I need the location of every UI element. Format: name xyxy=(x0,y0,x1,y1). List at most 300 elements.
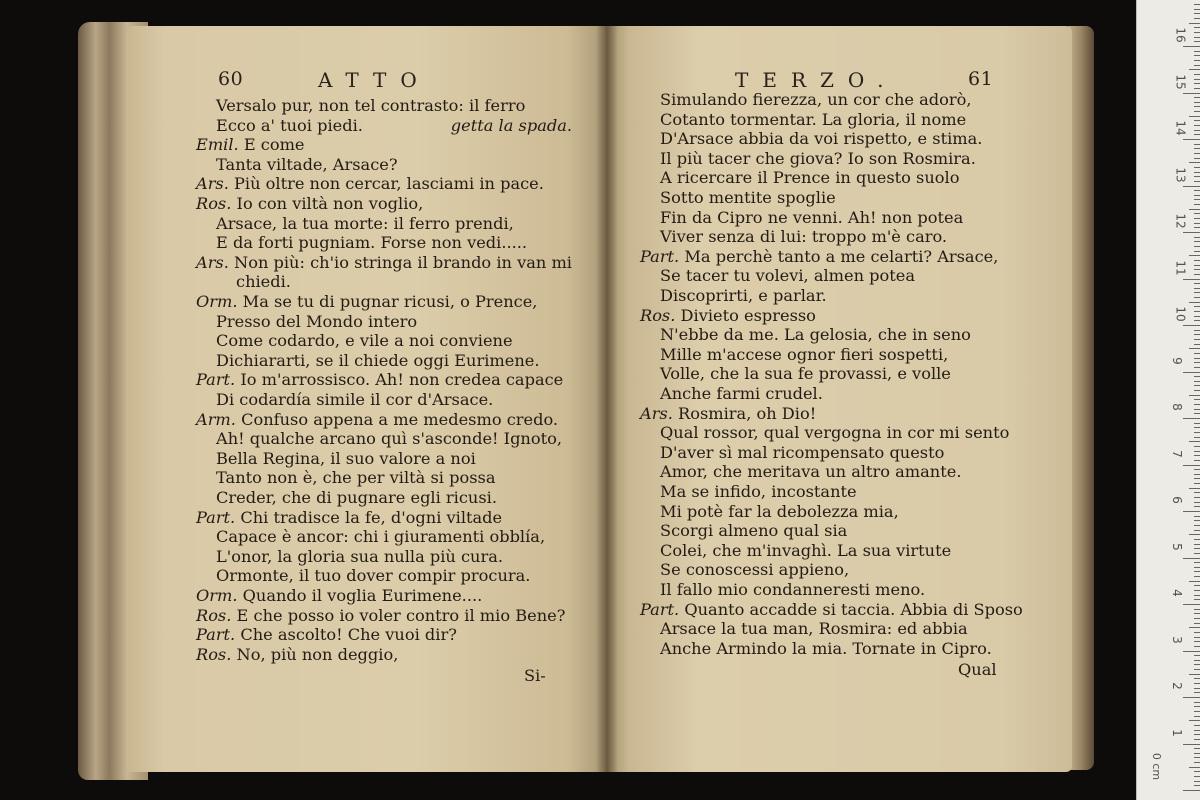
ruler-tick xyxy=(1189,767,1200,768)
ruler-tick xyxy=(1194,516,1200,517)
ruler-tick xyxy=(1194,548,1200,549)
ruler-tick xyxy=(1194,223,1200,224)
ruler-tick xyxy=(1194,544,1200,545)
text-line xyxy=(216,390,572,409)
ruler-tick xyxy=(1189,348,1200,349)
right-catchword: Qual xyxy=(958,660,997,679)
ruler-tick xyxy=(1194,497,1200,498)
ruler-tick xyxy=(1194,320,1200,321)
ruler-label: 8 xyxy=(1169,403,1184,411)
ruler-tick xyxy=(1194,683,1200,684)
ruler-tick xyxy=(1194,483,1200,484)
ruler-tick xyxy=(1189,488,1200,489)
ruler-tick xyxy=(1194,9,1200,10)
ruler-tick xyxy=(1194,525,1200,526)
speaker-name: Orm. xyxy=(196,292,243,311)
ruler-tick xyxy=(1194,274,1200,275)
ruler-tick xyxy=(1183,604,1200,605)
verse-text: Ormonte, il tuo dover compir procura. xyxy=(216,566,531,586)
speaker-name: Part. xyxy=(196,370,241,390)
verse-text: E da forti pugniam. Forse non vedi..... xyxy=(216,233,528,253)
verse-text: Io m'arrossisco. Ah! non credea capace xyxy=(240,370,564,390)
text-line xyxy=(660,345,1000,364)
ruler-tick xyxy=(1194,358,1200,359)
text-line xyxy=(660,325,1000,344)
ruler-tick xyxy=(1194,757,1200,758)
left-page-number: 60 xyxy=(218,68,244,90)
verse-text: No, più non deggio, xyxy=(236,644,399,664)
verse-text: Volle, che la sua fe provassi, e volle xyxy=(660,364,951,384)
ruler-tick xyxy=(1194,478,1200,479)
text-line xyxy=(216,351,572,370)
verse-text: Il più tacer che giova? Io son Rosmira. xyxy=(660,148,976,168)
ruler-tick xyxy=(1194,134,1200,135)
verse-text: Ma se infido, incostante xyxy=(660,482,857,501)
ruler-tick xyxy=(1194,37,1200,38)
verse-text: Arsace la tua man, Rosmira: ed abbia xyxy=(660,619,968,639)
text-line xyxy=(216,155,572,174)
text-line xyxy=(196,606,572,625)
ruler-tick xyxy=(1183,232,1200,233)
ruler-tick xyxy=(1189,209,1200,210)
text-line xyxy=(196,194,572,213)
ruler-tick xyxy=(1183,186,1200,187)
ruler-tick xyxy=(1194,637,1200,638)
text-line xyxy=(216,468,572,487)
text-line xyxy=(216,214,572,233)
text-line xyxy=(660,168,1000,187)
ruler-tick xyxy=(1194,130,1200,131)
ruler-tick xyxy=(1194,748,1200,749)
verse-text: Anche farmi crudel. xyxy=(660,384,823,403)
ruler-tick xyxy=(1194,660,1200,661)
ruler-label: 1 xyxy=(1169,728,1184,737)
text-line xyxy=(640,306,1000,325)
text-line xyxy=(216,312,572,331)
text-line xyxy=(196,370,572,389)
verse-text: Ecco a' tuoi piedi. xyxy=(216,115,363,135)
right-running-title: TERZO. xyxy=(735,68,898,92)
ruler-tick xyxy=(1194,241,1200,242)
verse-text: L'onor, la gloria sua nulla più cura. xyxy=(216,546,504,566)
ruler-tick xyxy=(1194,344,1200,345)
verse-text: Presso del Mondo intero xyxy=(216,311,418,331)
ruler-tick xyxy=(1194,632,1200,633)
ruler-tick xyxy=(1194,190,1200,191)
ruler-tick xyxy=(1194,106,1200,107)
text-line xyxy=(216,547,572,566)
ruler-tick xyxy=(1189,627,1200,628)
text-line xyxy=(660,90,1000,109)
ruler-tick xyxy=(1194,613,1200,614)
ruler-tick xyxy=(1194,339,1200,340)
ruler-tick xyxy=(1189,674,1200,675)
ruler-tick xyxy=(1194,353,1200,354)
ruler-tick xyxy=(1194,409,1200,410)
text-line xyxy=(660,462,1000,481)
ruler-tick xyxy=(1194,595,1200,596)
ruler-tick xyxy=(1194,688,1200,689)
ruler-tick xyxy=(1183,139,1200,140)
ruler-tick xyxy=(1194,362,1200,363)
text-line xyxy=(196,508,572,527)
verse-text: Fin da Cipro ne venni. Ah! non potea xyxy=(660,207,964,227)
text-line xyxy=(216,566,572,585)
ruler-tick xyxy=(1183,46,1200,47)
text-line xyxy=(660,110,1000,129)
ruler-tick xyxy=(1194,753,1200,754)
verse-text: Discoprirti, e parlar. xyxy=(660,286,827,305)
ruler-tick xyxy=(1194,734,1200,735)
ruler-tick xyxy=(1194,762,1200,763)
ruler-tick xyxy=(1194,172,1200,173)
ruler-tick xyxy=(1194,199,1200,200)
ruler-tick xyxy=(1194,18,1200,19)
ruler-tick xyxy=(1189,255,1200,256)
text-line xyxy=(216,331,572,350)
ruler-tick xyxy=(1189,69,1200,70)
ruler-label: 15 xyxy=(1173,73,1188,90)
ruler-tick xyxy=(1183,372,1200,373)
verse-text: Mi potè far la debolezza mia, xyxy=(660,501,899,521)
ruler-tick xyxy=(1194,97,1200,98)
ruler-tick xyxy=(1194,367,1200,368)
ruler-tick xyxy=(1183,325,1200,326)
text-line xyxy=(196,410,572,429)
text-line xyxy=(216,488,572,507)
text-line xyxy=(660,149,1000,168)
ruler-tick xyxy=(1189,581,1200,582)
verse-text: D'Arsace abbia da voi rispetto, e stima. xyxy=(660,129,983,149)
ruler-tick xyxy=(1183,465,1200,466)
ruler-label: 6 xyxy=(1169,496,1184,504)
ruler-tick xyxy=(1194,251,1200,252)
ruler-tick xyxy=(1189,23,1200,24)
ruler-tick xyxy=(1194,655,1200,656)
verse-text: Che ascolto! Che vuoi dir? xyxy=(240,625,457,645)
ruler-tick xyxy=(1194,158,1200,159)
ruler-label: 11 xyxy=(1173,259,1188,276)
ruler-tick xyxy=(1189,534,1200,535)
ruler-tick xyxy=(1194,385,1200,386)
text-line xyxy=(216,527,572,546)
speaker-name: Emil. xyxy=(196,135,244,155)
ruler-tick xyxy=(1194,83,1200,84)
text-line xyxy=(660,129,1000,148)
ruler-tick xyxy=(1194,664,1200,665)
ruler-tick xyxy=(1194,716,1200,717)
speaker-name: Part. xyxy=(196,507,241,527)
speaker-name: Ars. xyxy=(640,403,679,423)
ruler-tick xyxy=(1194,213,1200,214)
ruler-tick xyxy=(1194,585,1200,586)
ruler-label: 14 xyxy=(1173,120,1188,136)
verse-text: Ah! qualche arcano quì s'asconde! Ignoto, xyxy=(216,429,562,449)
ruler-tick xyxy=(1194,678,1200,679)
verse-text: Cotanto tormentar. La gloria, il nome xyxy=(660,109,967,129)
text-line xyxy=(660,423,1010,443)
speaker-name: Part. xyxy=(640,599,685,619)
ruler-tick xyxy=(1194,125,1200,126)
ruler-tick xyxy=(1194,455,1200,456)
verse-text: D'aver sì mal ricompensato questo xyxy=(660,442,945,462)
ruler-tick xyxy=(1194,776,1200,777)
ruler-tick xyxy=(1194,451,1200,452)
verse-text: Amor, che meritava un altro amante. xyxy=(660,462,962,482)
text-line xyxy=(660,639,1000,658)
ruler-tick xyxy=(1194,567,1200,568)
text-line xyxy=(216,96,572,115)
ruler-tick xyxy=(1194,32,1200,33)
text-line xyxy=(196,586,572,605)
speaker-name: Ars. xyxy=(196,252,235,272)
text-line xyxy=(660,227,1000,246)
ruler-tick xyxy=(1194,785,1200,786)
text-line xyxy=(660,560,1000,579)
ruler-tick xyxy=(1194,460,1200,461)
verse-text: Mille m'accese ognor fieri sospetti, xyxy=(660,344,949,364)
ruler-tick xyxy=(1194,590,1200,591)
ruler-tick xyxy=(1183,697,1200,698)
ruler-tick xyxy=(1194,404,1200,405)
text-line xyxy=(660,580,1000,599)
text-line xyxy=(660,266,1000,285)
verse-text: Simulando fierezza, un cor che adorò, xyxy=(660,90,972,109)
speaker-name: Orm. xyxy=(196,586,243,605)
text-line xyxy=(660,502,1000,521)
speaker-name: Part. xyxy=(196,625,241,645)
ruler-tick xyxy=(1183,790,1200,791)
text-line xyxy=(640,599,1023,619)
text-line xyxy=(196,135,572,154)
speaker-name: Part. xyxy=(640,246,685,266)
ruler-tick xyxy=(1183,418,1200,419)
verse-text: Arsace, la tua morte: il ferro prendi, xyxy=(216,213,514,233)
ruler-tick xyxy=(1194,292,1200,293)
speaker-name: Ros. xyxy=(196,605,237,625)
ruler-tick xyxy=(1183,93,1200,94)
ruler-tick xyxy=(1194,599,1200,600)
ruler-tick xyxy=(1194,437,1200,438)
ruler-tick xyxy=(1194,41,1200,42)
ruler-tick xyxy=(1194,60,1200,61)
ruler-tick xyxy=(1194,474,1200,475)
verse-text: Qual rossor, qual vergogna in cor mi sento xyxy=(660,423,1010,443)
left-running-title: ATTO xyxy=(318,68,431,92)
ruler-tick xyxy=(1194,618,1200,619)
ruler-tick xyxy=(1194,427,1200,428)
ruler-tick xyxy=(1194,88,1200,89)
ruler-tick xyxy=(1194,781,1200,782)
speaker-name: Arm. xyxy=(196,409,242,429)
ruler-tick xyxy=(1194,413,1200,414)
verse-text: N'ebbe da me. La gelosia, che in seno xyxy=(660,325,971,345)
ruler-tick xyxy=(1194,260,1200,261)
text-line xyxy=(660,188,1000,207)
ruler-tick xyxy=(1183,511,1200,512)
ruler-tick xyxy=(1194,79,1200,80)
text-line xyxy=(196,625,572,644)
verse-text: Di codardía simile il cor d'Arsace. xyxy=(216,390,494,409)
text-line xyxy=(660,619,1000,638)
ruler-tick xyxy=(1189,302,1200,303)
ruler-tick xyxy=(1194,176,1200,177)
ruler-tick xyxy=(1194,571,1200,572)
speaker-name: Ros. xyxy=(196,644,237,664)
ruler-tick xyxy=(1189,720,1200,721)
verse-text: Ma perchè tanto a me celarti? Arsace, xyxy=(684,246,999,266)
ruler-label: 10 xyxy=(1173,306,1188,322)
ruler-tick xyxy=(1194,311,1200,312)
ruler-tick xyxy=(1194,576,1200,577)
verse-text: Divieto espresso xyxy=(680,305,816,325)
verse-text: Viver senza di lui: troppo m'è caro. xyxy=(660,227,948,247)
ruler-tick xyxy=(1194,288,1200,289)
ruler-tick xyxy=(1194,702,1200,703)
verse-text: Dichiararti, se il chiede oggi Eurimene. xyxy=(216,350,540,370)
ruler-label: 2 xyxy=(1169,682,1184,690)
verse-text: chiedi. xyxy=(236,272,291,292)
ruler-tick xyxy=(1194,246,1200,247)
left-catchword: Si- xyxy=(524,666,546,685)
text-line xyxy=(236,272,592,291)
ruler-tick xyxy=(1194,148,1200,149)
measurement-ruler xyxy=(1136,0,1200,800)
ruler-tick xyxy=(1194,771,1200,772)
ruler-tick xyxy=(1189,162,1200,163)
verse-text: Non più: ch'io stringa il brando in van mi xyxy=(234,252,572,272)
stage-direction: getta la spada. xyxy=(450,115,572,135)
ruler-tick xyxy=(1194,55,1200,56)
ruler-label: 16 xyxy=(1173,27,1188,43)
ruler-tick xyxy=(1194,265,1200,266)
text-line xyxy=(216,429,572,448)
ruler-tick xyxy=(1194,376,1200,377)
ruler-tick xyxy=(1194,399,1200,400)
text-line xyxy=(660,384,1000,403)
ruler-tick xyxy=(1194,237,1200,238)
text-line xyxy=(660,443,1000,462)
ruler-tick xyxy=(1194,13,1200,14)
text-line xyxy=(660,208,1000,227)
ruler-tick xyxy=(1194,297,1200,298)
text-line xyxy=(640,247,1000,266)
ruler-tick xyxy=(1194,269,1200,270)
ruler-tick xyxy=(1194,102,1200,103)
verse-text: Colei, che m'invaghì. La sua virtute xyxy=(660,540,952,560)
ruler-tick xyxy=(1194,167,1200,168)
ruler-tick xyxy=(1194,739,1200,740)
verse-text: Come codardo, e vile a noi conviene xyxy=(216,331,513,351)
speaker-name: Ars. xyxy=(196,174,235,194)
text-line xyxy=(196,292,572,311)
ruler-label: 4 xyxy=(1169,589,1184,597)
ruler-tick xyxy=(1194,502,1200,503)
ruler-tick xyxy=(1194,381,1200,382)
text-line xyxy=(660,364,1000,383)
text-line xyxy=(640,404,1000,423)
ruler-tick xyxy=(1194,74,1200,75)
ruler-tick xyxy=(1194,334,1200,335)
ruler-label: 9 xyxy=(1169,356,1184,365)
ruler-label: 12 xyxy=(1173,213,1188,229)
ruler-tick xyxy=(1194,706,1200,707)
verse-text: E che posso io voler contro il mio Bene? xyxy=(236,605,566,625)
ruler-tick xyxy=(1194,330,1200,331)
verse-text: Tanta viltade, Arsace? xyxy=(216,154,398,174)
verse-text: Quanto accadde si taccia. Abbia di Sposo xyxy=(684,599,1023,619)
ruler-label: 7 xyxy=(1169,449,1184,458)
ruler-tick xyxy=(1194,27,1200,28)
text-line xyxy=(196,174,572,193)
ruler-tick xyxy=(1194,553,1200,554)
ruler-label: 3 xyxy=(1169,635,1184,644)
ruler-tick xyxy=(1194,218,1200,219)
verse-text: Confuso appena a me medesmo credo. xyxy=(241,409,559,429)
ruler-tick xyxy=(1194,65,1200,66)
ruler-tick xyxy=(1194,227,1200,228)
ruler-tick xyxy=(1189,116,1200,117)
verse-text: Bella Regina, il suo valore a noi xyxy=(216,448,476,468)
verse-text: A ricercare il Prence in questo suolo xyxy=(660,168,960,188)
ruler-tick xyxy=(1194,446,1200,447)
text-line xyxy=(196,253,572,272)
ruler-tick xyxy=(1194,469,1200,470)
verse-text: Chi tradisce la fe, d'ogni viltade xyxy=(240,507,503,527)
ruler-tick xyxy=(1183,558,1200,559)
ruler-tick xyxy=(1194,120,1200,121)
right-page-number: 61 xyxy=(968,68,994,90)
ruler-tick xyxy=(1194,390,1200,391)
text-line xyxy=(660,521,1000,540)
ruler-tick xyxy=(1194,316,1200,317)
verse-text: Ma se tu di pugnar ricusi, o Prence, xyxy=(242,292,538,311)
ruler-tick xyxy=(1183,279,1200,280)
speaker-name: Ros. xyxy=(640,305,681,325)
text-line xyxy=(196,645,572,664)
ruler-tick xyxy=(1194,423,1200,424)
ruler-label: 13 xyxy=(1173,166,1188,183)
book-gutter xyxy=(596,26,618,772)
verse-text: Più oltre non cercar, lasciami in pace. xyxy=(234,174,544,194)
text-line xyxy=(216,116,572,135)
verse-text: Se conoscessi appieno, xyxy=(660,560,850,580)
verse-text: Tanto non è, che per viltà si possa xyxy=(216,468,496,488)
verse-text: Capace è ancor: chi i giuramenti obblía, xyxy=(216,527,546,547)
ruler-tick xyxy=(1194,539,1200,540)
ruler-tick xyxy=(1194,641,1200,642)
ruler-tick xyxy=(1194,283,1200,284)
ruler-tick xyxy=(1194,4,1200,5)
ruler-tick xyxy=(1183,744,1200,745)
ruler-label: 0 cm xyxy=(1150,752,1164,781)
text-line xyxy=(216,449,572,468)
ruler-tick xyxy=(1194,692,1200,693)
verse-text: Versalo pur, non tel contrasto: il ferro xyxy=(216,96,526,115)
ruler-tick xyxy=(1194,492,1200,493)
text-line xyxy=(216,233,572,252)
ruler-tick xyxy=(1194,432,1200,433)
verse-text: Scorgi almeno qual sia xyxy=(660,521,848,541)
text-line xyxy=(660,482,1000,501)
ruler-tick xyxy=(1194,111,1200,112)
ruler-tick xyxy=(1194,623,1200,624)
ruler-label: 5 xyxy=(1169,542,1184,551)
ruler-tick xyxy=(1194,195,1200,196)
verse-text: Io con viltà non voglio, xyxy=(236,194,424,213)
ruler-tick xyxy=(1194,520,1200,521)
ruler-tick xyxy=(1194,609,1200,610)
